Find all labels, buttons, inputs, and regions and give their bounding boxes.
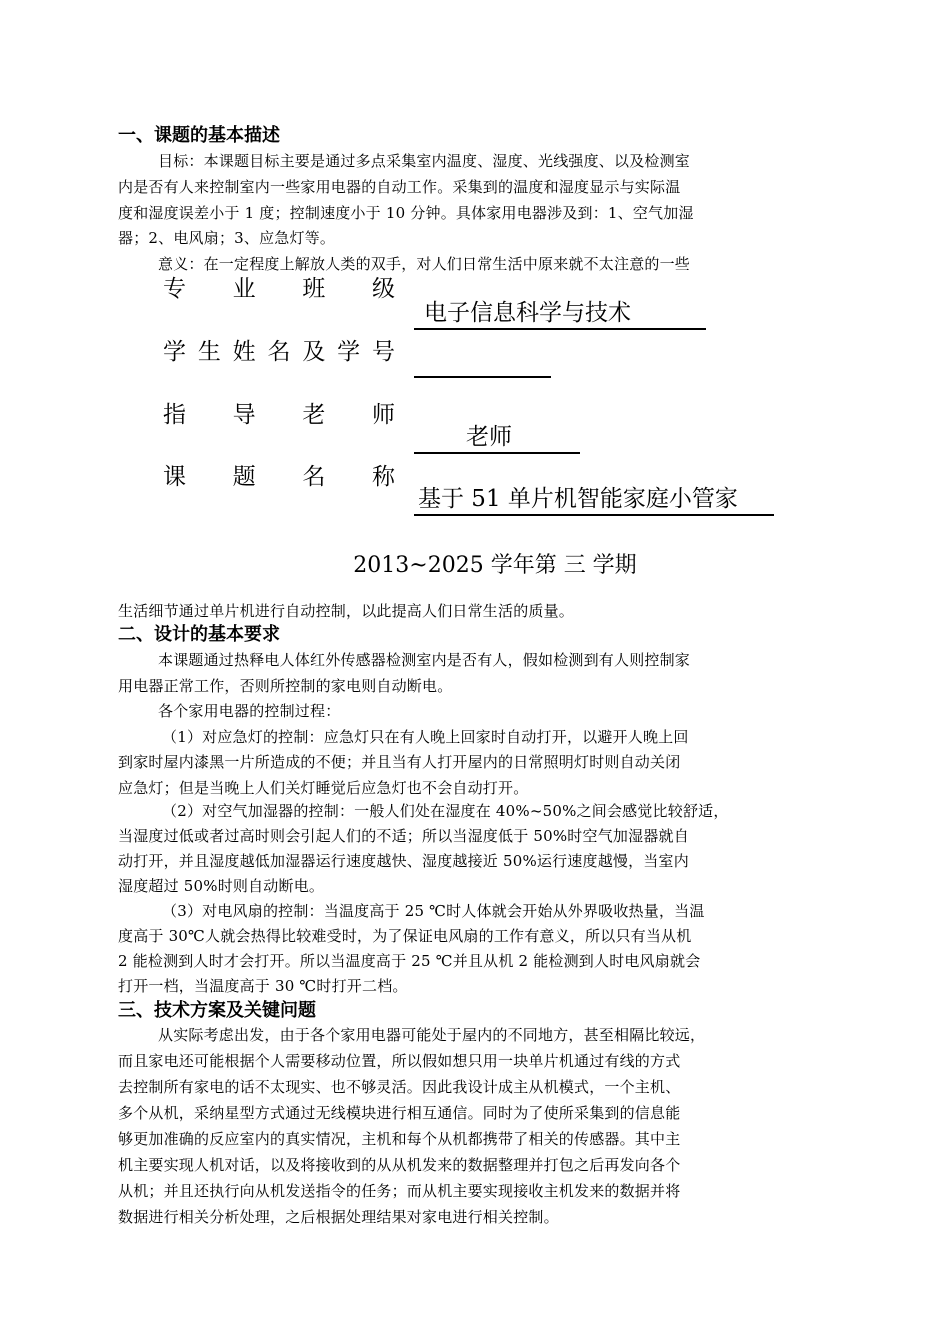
section-2-heading: 二、设计的基本要求 <box>118 624 280 645</box>
paragraph-line: 本课题通过热释电人体红外传感器检测室内是否有人，假如检测到有人则控制家 <box>158 651 691 669</box>
paragraph-line: 从机；并且还执行向从机发送指令的任务；而从机主要实现接收主机发来的数据并将 <box>118 1182 681 1200</box>
cover-label-major: 专 业 班 级 <box>163 276 395 302</box>
paragraph-line: （2）对空气加湿器的控制：一般人们处在湿度在 40%~50%之间会感觉比较舒适， <box>162 802 729 820</box>
paragraph-line: 用电器正常工作，否则所控制的家电则自动断电。 <box>118 677 453 695</box>
paragraph-line: 各个家用电器的控制过程： <box>158 702 341 720</box>
paragraph-line: 应急灯；但是当晚上人们关灯睡觉后应急灯也不会自动打开。 <box>118 779 529 797</box>
paragraph-line: 目标：本课题目标主要是通过多点采集室内温度、湿度、光线强度、以及检测室 <box>158 152 691 170</box>
cover-label-student: 学 生 姓 名 及 学 号 <box>163 339 395 365</box>
cover-value-advisor: 老师 <box>414 422 580 454</box>
cover-value-student <box>414 346 551 378</box>
paragraph-line: 机主要实现人机对话，以及将接收到的从从机发来的数据整理并打包之后再发向各个 <box>118 1156 681 1174</box>
paragraph-line: 意义：在一定程度上解放人类的双手，对人们日常生活中原来就不太注意的一些 <box>158 255 691 273</box>
paragraph-line: 湿度超过 50%时则自动断电。 <box>118 877 325 895</box>
paragraph-line: 去控制所有家电的话不太现实、也不够灵活。因此我设计成主从机模式，一个主机、 <box>118 1078 681 1096</box>
paragraph-line: 生活细节通过单片机进行自动控制，以此提高人们日常生活的质量。 <box>118 602 575 620</box>
paragraph-line: 动打开，并且湿度越低加湿器运行速度越快、湿度越接近 50%运行速度越慢，当室内 <box>118 852 689 870</box>
paragraph-line: 从实际考虑出发，由于各个家用电器可能处于屋内的不同地方，甚至相隔比较远， <box>158 1026 706 1044</box>
paragraph-line: 度和湿度误差小于 1 度；控制速度小于 10 分钟。具体家用电器涉及到：1、空气加湿 <box>118 204 694 222</box>
paragraph-line: 而且家电还可能根据个人需要移动位置，所以假如想只用一块单片机通过有线的方式 <box>118 1052 681 1070</box>
paragraph-line: 到家时屋内漆黑一片所造成的不便；并且当有人打开屋内的日常照明灯时则自动关闭 <box>118 753 681 771</box>
paragraph-line: 2 能检测到人时才会打开。所以当温度高于 25 ℃并且从机 2 能检测到人时电风扇就会 <box>118 952 701 970</box>
cover-value-major: 电子信息科学与技术 <box>414 298 706 330</box>
paragraph-line: 内是否有人来控制室内一些家用电器的自动工作。采集到的温度和湿度显示与实际温 <box>118 178 681 196</box>
section-1-heading: 一、课题的基本描述 <box>118 125 280 146</box>
paragraph-line: 够更加准确的反应室内的真实情况，主机和每个从机都携带了相关的传感器。其中主 <box>118 1130 681 1148</box>
cover-label-advisor: 指 导 老 师 <box>163 402 395 428</box>
paragraph-line: 度高于 30℃人就会热得比较难受时，为了保证电风扇的工作有意义，所以只有当从机 <box>118 927 692 945</box>
section-3-heading: 三、技术方案及关键问题 <box>118 1000 316 1021</box>
paragraph-line: 数据进行相关分析处理，之后根据处理结果对家电进行相关控制。 <box>118 1208 559 1226</box>
paragraph-line: 打开一档，当温度高于 30 ℃时打开二档。 <box>118 977 408 995</box>
cover-label-topic: 课 题 名 称 <box>163 464 395 490</box>
paragraph-line: （1）对应急灯的控制：应急灯只在有人晚上回家时自动打开，以避开人晚上回 <box>162 728 689 746</box>
paragraph-line: 器；2、电风扇；3、应急灯等。 <box>118 229 336 247</box>
academic-term: 2013~2025 学年第 三 学期 <box>353 553 637 578</box>
cover-value-topic: 基于 51 单片机智能家庭小管家 <box>414 484 774 516</box>
paragraph-line: 多个从机，采纳星型方式通过无线模块进行相互通信。同时为了使所采集到的信息能 <box>118 1104 681 1122</box>
paragraph-line: （3）对电风扇的控制：当温度高于 25 ℃时人体就会开始从外界吸收热量，当温 <box>162 902 705 920</box>
paragraph-line: 当湿度过低或者过高时则会引起人们的不适；所以当湿度低于 50%时空气加湿器就自 <box>118 827 689 845</box>
